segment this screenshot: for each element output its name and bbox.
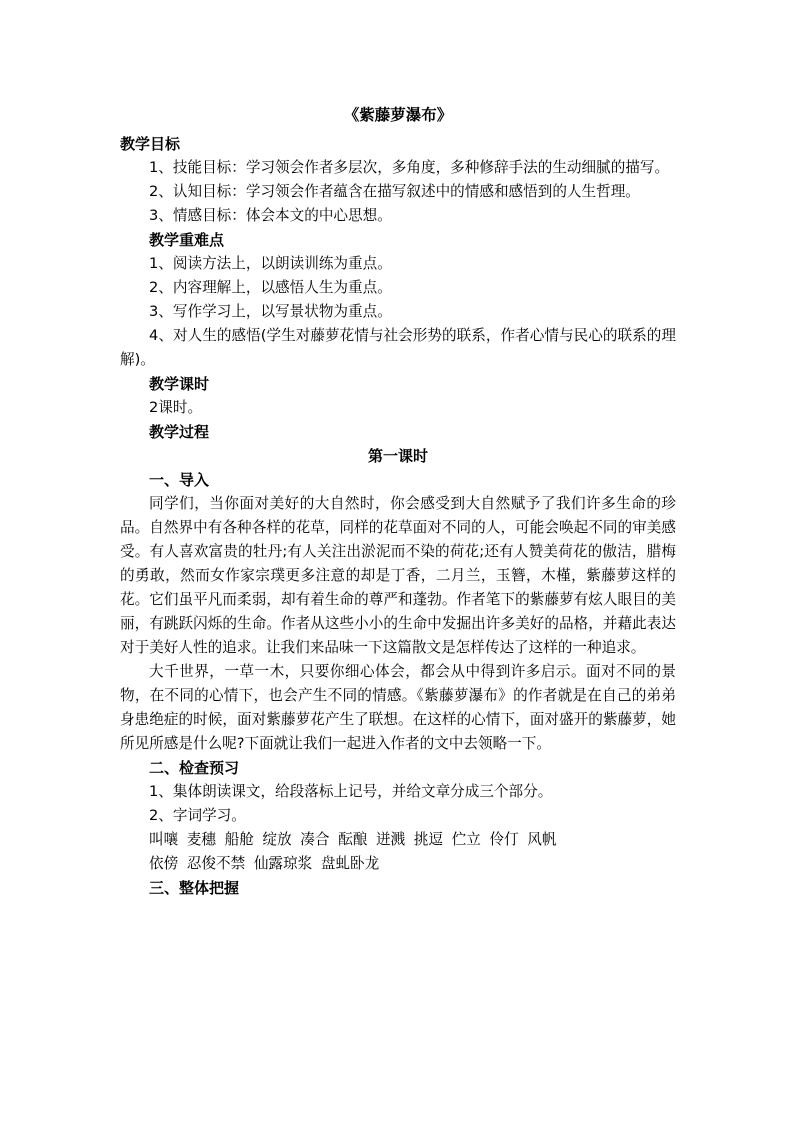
keypoint-item-1: 1、阅读方法上，以朗读训练为重点。 [149, 255, 392, 272]
keypoint-item-4: 4、对人生的感悟(学生对藤萝花情与社会形势的联系，作者心情与民心的联系的理解)。 [120, 327, 676, 368]
intro-paragraph-1: 同学们，当你面对美好的大自然时，你会感受到大自然赋予了我们许多生命的珍品。自然界中有各种各样的花草，同样的花草面对不同的人，可能会唤起不同的审美感受。有人喜欢富贵的牡丹;有人关注出淤泥而不染的荷花;还有人赞美荷花的傲洁，腊梅的勇敢，然而女作家宗璞更多注意的却是丁香，二月兰，玉簪，木槿，紫藤萝这样的花。它们虽平凡而柔弱，却有着生命的尊严和蓬勃。作者笔下的紫藤萝有炫人眼目的美丽，有跳跃闪烁的生命。作者从这些小小的生命中发掘出许多美好的品格，并藉此表达对于美好人性的追求。让我们来品味一下这篇散文是怎样传达了这样的一种追求。 [120, 495, 676, 656]
process-heading: 教学过程 [149, 423, 210, 441]
document-page [120, 98, 676, 900]
preview-item-2: 2、字词学习。 [149, 807, 246, 824]
goal-item-2: 2、认知目标：学习领会作者蕴含在描写叙述中的情感和感悟到的人生哲理。 [149, 183, 640, 200]
vocab-line-1: 叫嚷 麦穗 船舱 绽放 凑合 酝酿 迸溅 挑逗 伫立 伶仃 风帆 [149, 831, 557, 848]
goal-item-1: 1、技能目标：学习领会作者多层次，多角度，多种修辞手法的生动细腻的描写。 [149, 159, 670, 176]
overall-heading: 三、整体把握 [149, 879, 240, 897]
hours-text: 2课时。 [149, 399, 203, 416]
keypoint-item-2: 2、内容理解上，以感悟人生为重点。 [149, 279, 392, 296]
hours-heading: 教学课时 [149, 375, 210, 393]
document-title: 《紫藤萝瀑布》 [343, 106, 453, 124]
lesson1-heading: 第一课时 [367, 447, 428, 465]
preview-heading: 二、检查预习 [149, 759, 240, 777]
vocab-line-2: 依傍 忍俊不禁 仙露琼浆 盘虬卧龙 [149, 855, 380, 872]
keypoint-item-3: 3、写作学习上，以写景状物为重点。 [149, 303, 392, 320]
preview-item-1: 1、集体朗读课文，给段落标上记号，并给文章分成三个部分。 [149, 783, 553, 800]
goals-heading: 教学目标 [120, 135, 181, 153]
goal-item-3: 3、情感目标：体会本文的中心思想。 [149, 207, 392, 224]
intro-heading: 一、导入 [149, 471, 210, 489]
keypoints-heading: 教学重难点 [149, 231, 225, 249]
intro-paragraph-2: 大千世界，一草一木，只要你细心体会，都会从中得到许多启示。面对不同的景物，在不同的心情下，也会产生不同的情感。《紫藤萝瀑布》的作者就是在自己的弟弟身患绝症的时候，面对紫藤萝花产生了联想。在这样的心情下，面对盛开的紫藤萝，她所见所感是什么呢?下面就让我们一起进入作者的文中去领略一下。 [120, 663, 676, 752]
